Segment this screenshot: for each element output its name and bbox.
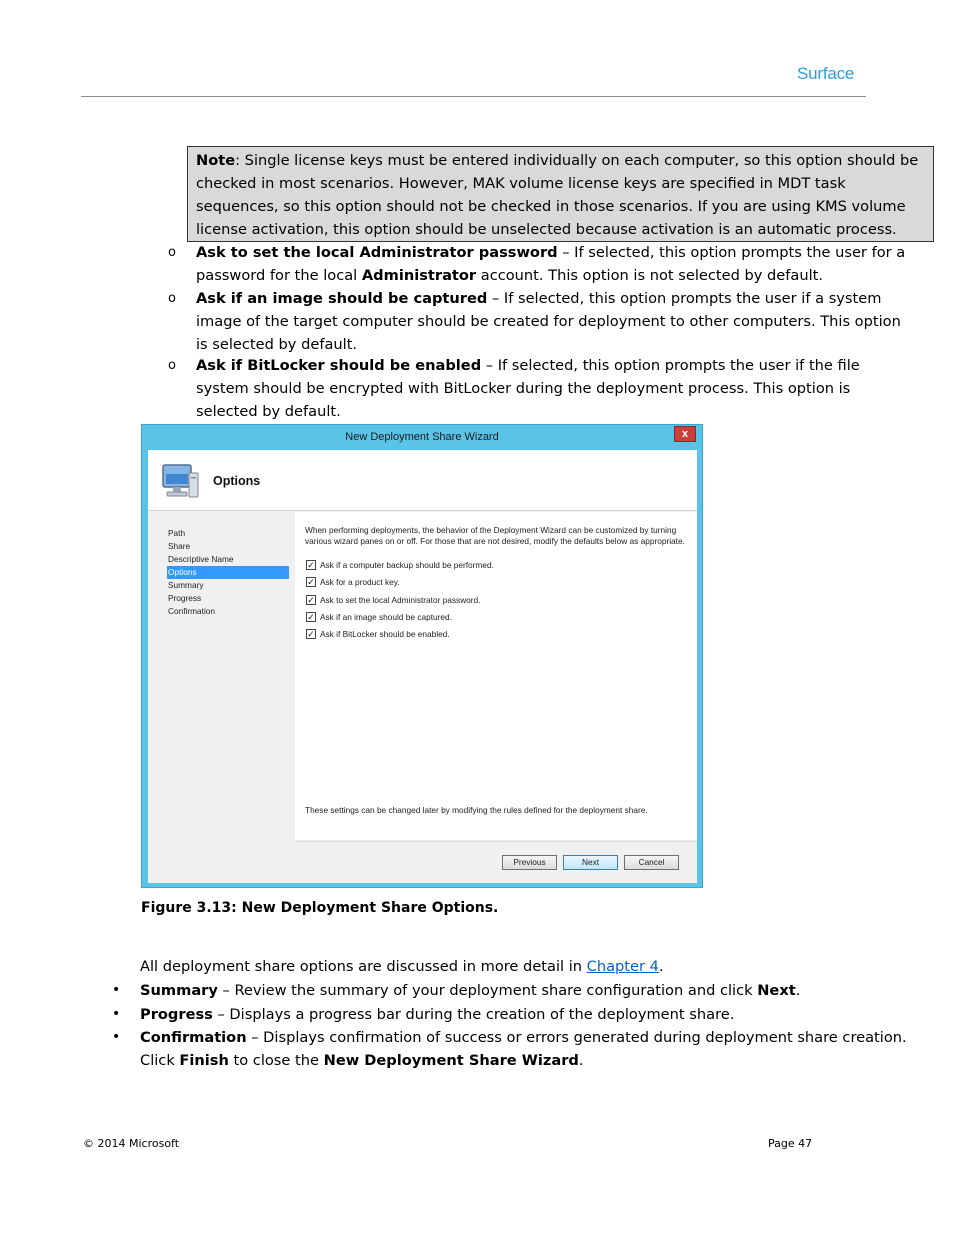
sub-item-text: – If selected, this option prompts the user if the file system should be encrypted with BitLocker during the deployment process. This option is selected by default. (196, 357, 860, 420)
options-paragraph (140, 955, 920, 978)
wizard-client (148, 450, 697, 883)
checkbox-label: Ask if an image should be captured. (320, 612, 452, 622)
paragraph-end: . (658, 958, 664, 975)
bullet-bold: New Deployment Share Wizard (323, 1052, 579, 1069)
wizard-nav (148, 512, 294, 883)
note-label: Note (196, 152, 236, 169)
bullet-dot: • (112, 1029, 121, 1045)
checkbox[interactable]: ✓ (307, 594, 315, 605)
nav-item-share[interactable]: Share (168, 541, 191, 551)
nav-item-path[interactable]: Path (168, 528, 186, 538)
nav-item-options[interactable]: Options (167, 566, 289, 579)
bullet-bold: Next (757, 982, 796, 999)
settings-footer-note: These settings can be changed later by modifying the rules defined for the deployment share. (305, 805, 648, 815)
checkbox[interactable]: ✓ (307, 576, 315, 587)
note-box (187, 146, 934, 242)
bullet-title: Summary (140, 982, 218, 999)
nav-item-descriptive-name[interactable]: Descriptive Name (168, 554, 234, 564)
sub-item-title: Ask if BitLocker should be enabled (196, 357, 482, 374)
header-rule (81, 96, 866, 97)
sub-item-title: Ask to set the local Administrator password (196, 244, 558, 261)
paragraph-text: All deployment share options are discussed in more detail in (140, 958, 587, 975)
sub-item-text: account. This option is not selected by default. (476, 267, 824, 284)
bullet-text: . (578, 1052, 584, 1069)
bullet-dot: • (112, 1006, 121, 1022)
page-number: Page 47 (768, 1137, 813, 1150)
bullet-dot: • (112, 982, 121, 998)
cancel-button[interactable]: Cancel (624, 855, 679, 870)
checkbox-row-backup[interactable] (306, 559, 494, 571)
wizard-header (148, 450, 697, 511)
previous-button[interactable]: Previous (502, 855, 557, 870)
figure-caption: Figure 3.13: New Deployment Share Options. (141, 900, 499, 916)
options-pane (295, 512, 697, 840)
checkbox-label: Ask to set the local Administrator password. (320, 595, 481, 605)
sub-item-title: Ask if an image should be captured (196, 290, 488, 307)
sub-bullet-marker: o (168, 245, 176, 260)
nav-item-confirmation[interactable]: Confirmation (168, 606, 216, 616)
checkbox[interactable]: ✓ (307, 559, 315, 570)
sub-item-bold: Administrator (361, 267, 477, 284)
sub-bullet-marker: o (168, 291, 176, 306)
nav-item-summary[interactable]: Summary (168, 580, 204, 590)
checkbox-row-bitlocker[interactable] (306, 628, 450, 640)
bullet-bold: Finish (179, 1052, 229, 1069)
page-title: Options (213, 474, 261, 488)
checkbox[interactable]: ✓ (307, 611, 315, 622)
bullet-title: Confirmation (140, 1029, 247, 1046)
checkbox-row-capture-image[interactable] (306, 611, 452, 623)
sub-item-text: – If selected, this option prompts the user for a password for the local (196, 244, 906, 284)
checkbox-row-admin-password[interactable] (306, 594, 480, 606)
note-text: : Single license keys must be entered individually on each computer, so this option should be checked in most scenarios. However, MAK volume license keys are specified in MDT task sequences, so this option should not be checked in those scenarios. If you are using KMS volume license activation, this option should be unselected because activation is an automatic process. (196, 152, 919, 238)
nav-item-progress[interactable]: Progress (168, 593, 202, 603)
bullet-text: – Review the summary of your deployment share configuration and click (217, 982, 758, 999)
brand-logo: Surface (797, 64, 855, 83)
bullet-text: – Displays a progress bar during the creation of the deployment share. (212, 1006, 735, 1023)
sub-bullet-marker: o (168, 358, 176, 373)
bullet-title: Progress (140, 1006, 213, 1023)
checkbox-row-product-key[interactable] (306, 576, 400, 588)
close-button[interactable]: x (674, 426, 696, 442)
chapter-link[interactable]: Chapter 4 (586, 958, 659, 975)
footer-copyright: © 2014 Microsoft (83, 1137, 180, 1150)
computer-icon (157, 463, 201, 501)
wizard-title: New Deployment Share Wizard (345, 431, 499, 443)
checkbox-label: Ask if a computer backup should be performed. (320, 560, 494, 570)
bullet-text: – Displays confirmation of success or errors generated during deployment share creation. Click (140, 1029, 907, 1069)
options-description: When performing deployments, the behavior of the Deployment Wizard can be customized by turning various wizard panes on or off. For those that are not desired, modify the defaults below as appropriate. (305, 525, 685, 546)
checkbox[interactable]: ✓ (307, 628, 315, 639)
bullet-text: . (795, 982, 801, 999)
next-button[interactable]: Next (563, 855, 618, 870)
bullet-text: to close the (228, 1052, 324, 1069)
checkbox-label: Ask if BitLocker should be enabled. (320, 629, 450, 639)
sub-item-text: – If selected, this option prompts the user if a system image of the target computer should be created for deployment to other computers. This option is selected by default. (196, 290, 901, 353)
checkbox-label: Ask for a product key. (320, 577, 400, 587)
wizard-window (141, 424, 703, 888)
